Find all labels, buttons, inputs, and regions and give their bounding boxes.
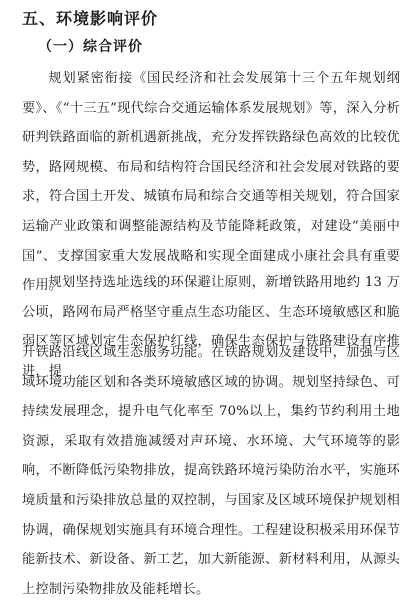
paragraph-route-selection-continued: 升铁路沿线区域生态服务功能。在铁路规划及建设中，加强与区域环境功能区划和各类环境敏感区域的协调。规划坚持绿色、可持续发展理念，提升电气化率至 70%以上，集约节约利用土地资源，采取有效措施减缓对声环境、水环境、大气环境等的影响，不断降低污染物排放，提高铁路环境污染防治水平，实施环境质量和污染排放总量的双控制，与国家及区域环境保护规划相协调，确保规划实施具有环境合理性。工程建设积极采用环保节能新技术、新设备、新工艺，加大新能源、新材料利用，从源头上控制污染物排放及能耗增长。	[22, 345, 400, 597]
paragraph-overview: 规划紧密衔接《国民经济和社会发展第十三个五年规划纲要》、《“十三五”现代综合交通运输体系发展规划》等，深入分析研判铁路面临的新机遇新挑战，充分发挥铁路绿色高效的比较优势，路网规模、布局和结构符合国民经济和社会发展对铁路的要求，符合国土开发、城镇布局和综合交通等相关规划，符合国家运输产业政策和调整能源结构及节能降耗政策，对建设“美丽中国”、支撑国家重大发展战略和实现全面建成小康社会具有重要作用。	[22, 71, 400, 294]
subsection-title: （一）综合评价	[38, 39, 143, 55]
paragraph-route-selection: 规划坚持选址选线的环保避让原则，新增铁路用地约 13 万公顷，路网布局严格坚守重点生态功能区、生态环境敏感区和脆弱区等区域划定生态保护红线，确保生态保护与铁路建设有序推进，提	[22, 275, 400, 379]
section-title: 五、环境影响评价	[22, 9, 159, 28]
